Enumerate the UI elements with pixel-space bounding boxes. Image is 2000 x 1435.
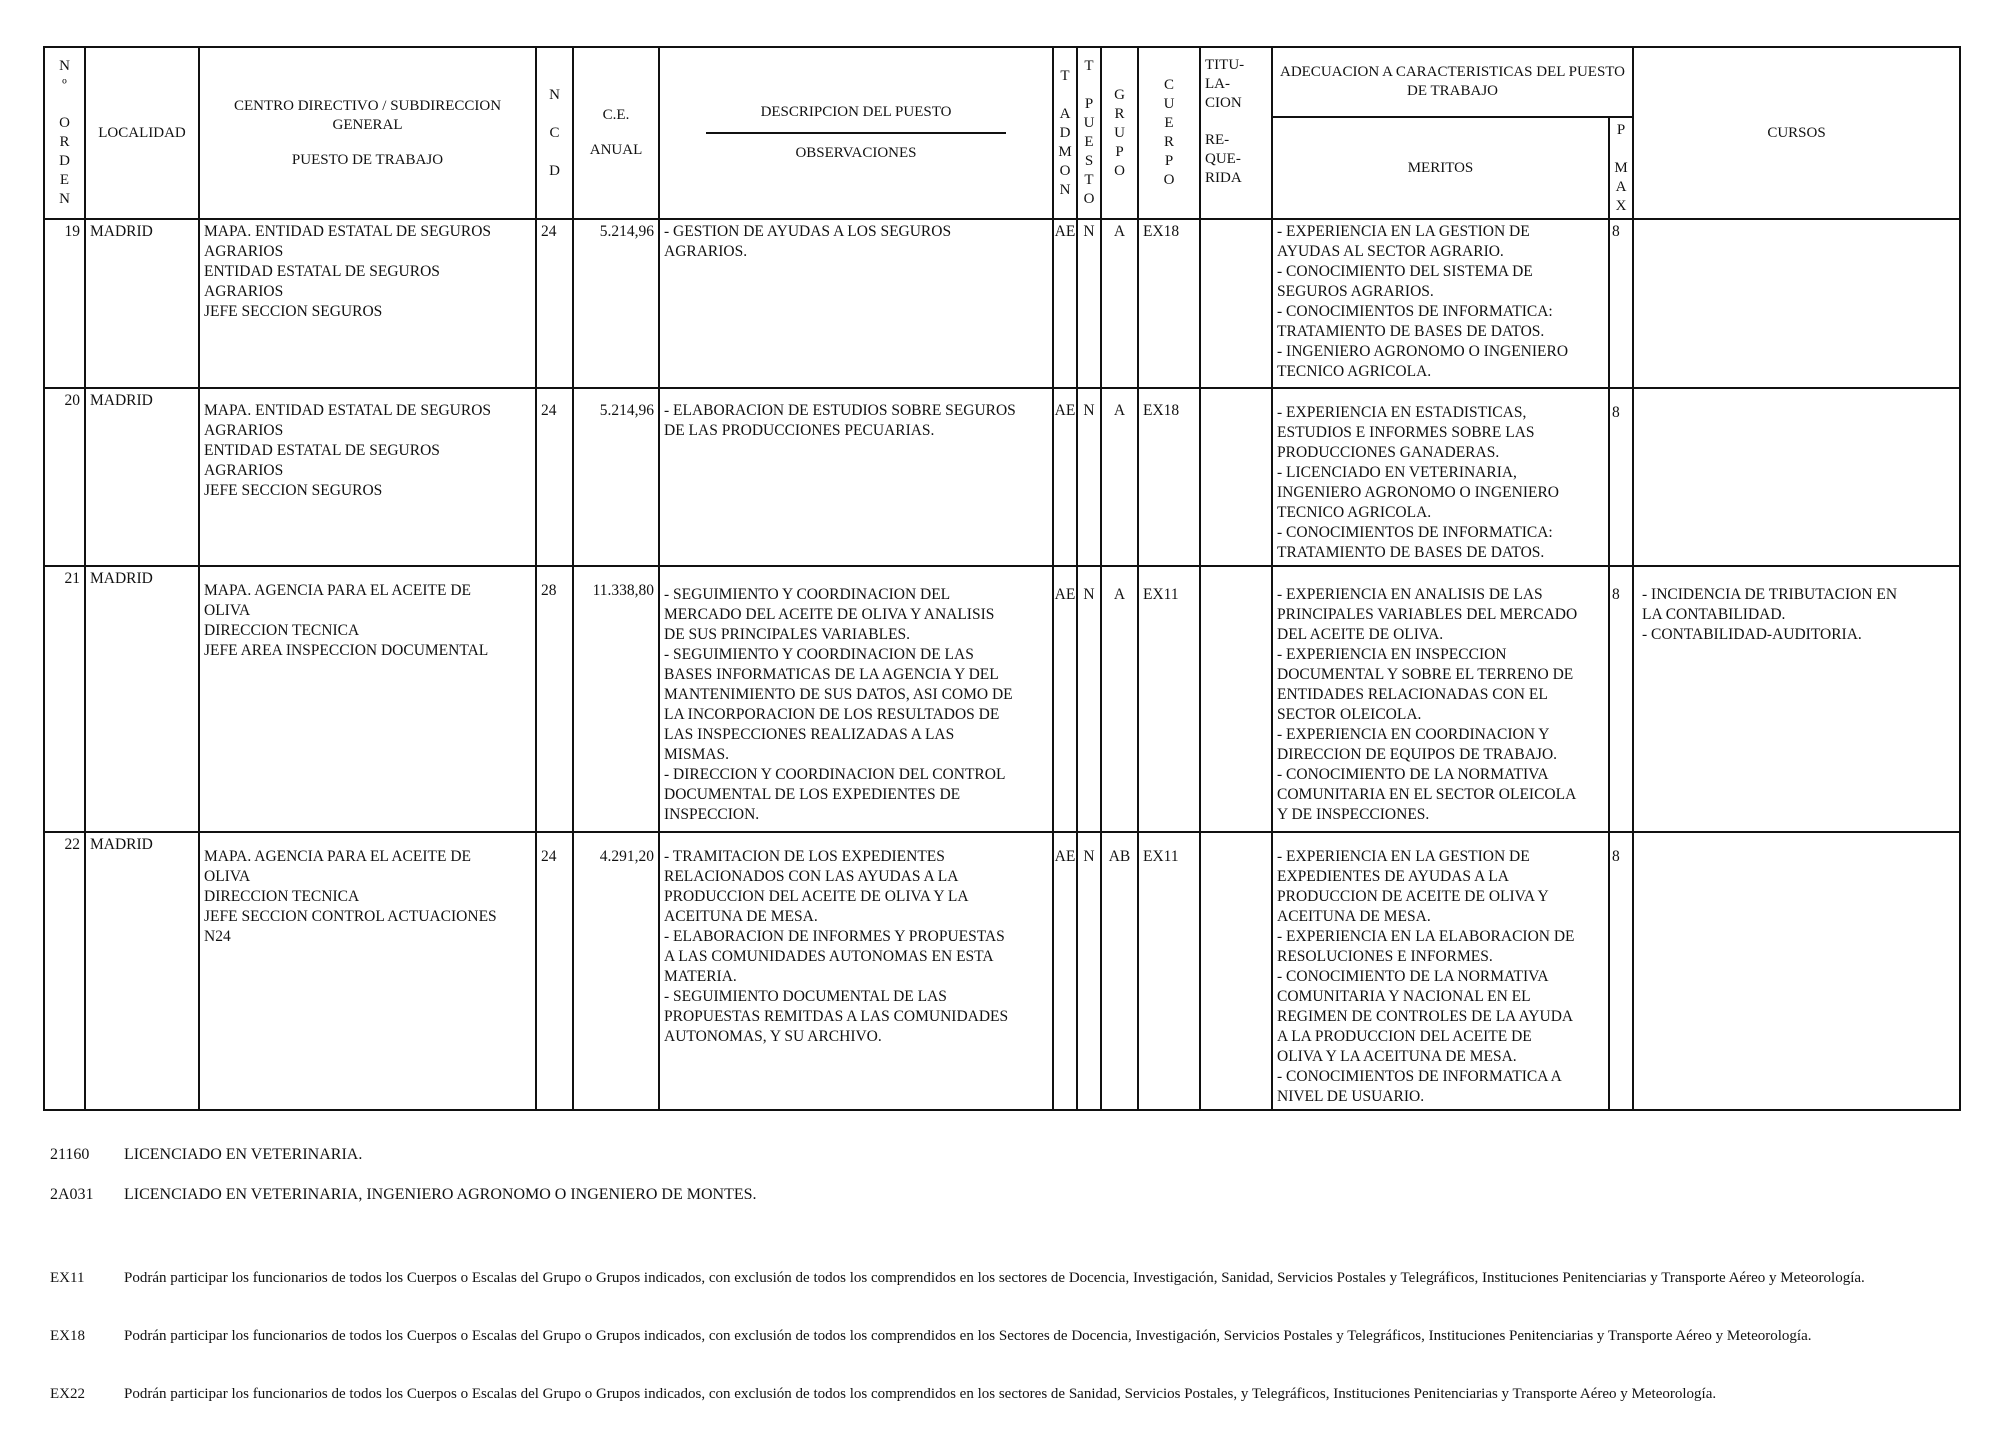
row-grupo: A [1101,388,1138,566]
row-meritos: - EXPERIENCIA EN LA GESTION DE AYUDAS AL SECTOR AGRARIO. - CONOCIMIENTO DEL SISTEMA DE SEGUROS AGRARIOS. - CONOCIMIENTOS DE INFORMATICA: TRATAMIENTO DE BASES DE DATOS. - INGENIERO AGRONOMO O INGENIERO TECNICO AGRICOLA. [1272,219,1609,388]
row-centro: MAPA. ENTIDAD ESTATAL DE SEGUROS AGRARIOS ENTIDAD ESTATAL DE SEGUROS AGRARIOS JEFE SECCION SEGUROS [199,219,536,388]
header-cursos: CURSOS [1633,47,1960,219]
header-localidad: LOCALIDAD [85,47,199,219]
row-cursos [1633,832,1960,1110]
row-ce: 11.338,80 [573,566,659,832]
row-descripcion: - GESTION DE AYUDAS A LOS SEGUROS AGRARIOS. [659,219,1053,388]
row-pmax: 8 [1609,219,1633,388]
row-titulacion [1200,832,1272,1110]
row-meritos: - EXPERIENCIA EN LA GESTION DE EXPEDIENTES DE AYUDAS A LA PRODUCCION DE ACEITE DE OLIVA Y ACEITUNA DE MESA. - EXPERIENCIA EN LA ELABORACION DE RESOLUCIONES E INFORMES. - CONOCIMIENTO DE LA NORMATIVA COMUNITARIA Y NACIONAL EN EL REGIMEN DE CONTROLES DE LA AYUDA A LA PRODUCCION DEL ACEITE DE OLIVA Y LA ACEITUNA DE MESA. - CONOCIMIENTOS DE INFORMATICA A NIVEL DE USUARIO. [1272,832,1609,1110]
job-positions-table [43,46,1961,1111]
row-cursos [1633,219,1960,388]
row-centro: MAPA. ENTIDAD ESTATAL DE SEGUROS AGRARIOS ENTIDAD ESTATAL DE SEGUROS AGRARIOS JEFE SECCION SEGUROS [199,388,536,566]
row-orden: 22 [44,832,85,1110]
row-tadmon: AE [1053,832,1077,1110]
header-meritos: MERITOS [1272,117,1609,219]
row-orden: 21 [44,566,85,832]
table-row [44,219,1960,388]
footnote-text: LICENCIADO EN VETERINARIA, INGENIERO AGRONOMO O INGENIERO DE MONTES. [124,1186,757,1203]
row-tadmon: AE [1053,388,1077,566]
row-cursos: - INCIDENCIA DE TRIBUTACION EN LA CONTABILIDAD. - CONTABILIDAD-AUDITORIA. [1633,566,1960,832]
row-cuerpo: EX18 [1138,388,1200,566]
header-ce-anual: C.E. ANUAL [573,47,659,219]
row-cuerpo: EX18 [1138,219,1200,388]
row-orden: 20 [44,388,85,566]
row-ce: 5.214,96 [573,219,659,388]
row-localidad: MADRID [85,219,199,388]
row-tadmon: AE [1053,566,1077,832]
header-divider [706,132,1006,134]
header-ncd: N C D [536,47,573,219]
row-localidad: MADRID [85,566,199,832]
header-descripcion: DESCRIPCION DEL PUESTO OBSERVACIONES [659,47,1053,219]
footnote-code: EX11 [50,1270,85,1286]
row-cuerpo: EX11 [1138,566,1200,832]
row-tpuesto: N [1077,566,1101,832]
row-titulacion [1200,566,1272,832]
footnote-text: LICENCIADO EN VETERINARIA. [124,1146,363,1163]
header-adecuacion: ADECUACION A CARACTERISTICAS DEL PUESTO DE TRABAJO [1272,47,1633,117]
row-localidad: MADRID [85,832,199,1110]
row-tpuesto: N [1077,219,1101,388]
row-tpuesto: N [1077,832,1101,1110]
footnote-code: EX22 [50,1386,85,1402]
footnote-text: Podrán participar los funcionarios de todos los Cuerpos o Escalas del Grupo o Grupos indicados, con exclusión de todos los comprendidos en los sectores de Docencia, Investigación, Sanidad, Servicios Postales y Telegráficos, Instituciones Penitenciarias y Transporte Aéreo y Meteorología. [124,1270,1865,1286]
row-localidad: MADRID [85,388,199,566]
footnote-code: 2A031 [50,1186,94,1203]
row-grupo: AB [1101,832,1138,1110]
row-ce: 4.291,20 [573,832,659,1110]
row-titulacion [1200,219,1272,388]
header-orden: N º O R D E N [44,47,85,219]
header-grupo: G R U P O [1101,47,1138,219]
row-descripcion: - TRAMITACION DE LOS EXPEDIENTES RELACIONADOS CON LAS AYUDAS A LA PRODUCCION DEL ACEITE DE OLIVA Y LA ACEITUNA DE MESA. - ELABORACION DE INFORMES Y PROPUESTAS A LAS COMUNIDADES AUTONOMAS EN ESTA MATERIA. - SEGUIMIENTO DOCUMENTAL DE LAS PROPUESTAS REMITDAS A LAS COMUNIDADES AUTONOMAS, Y SU ARCHIVO. [659,832,1053,1110]
row-descripcion: - SEGUIMIENTO Y COORDINACION DEL MERCADO DEL ACEITE DE OLIVA Y ANALISIS DE SUS PRINCIPALES VARIABLES. - SEGUIMIENTO Y COORDINACION DE LAS BASES INFORMATICAS DE LA AGENCIA Y DEL MANTENIMIENTO DE SUS DATOS, ASI COMO DE LA INCORPORACION DE LOS RESULTADOS DE LAS INSPECCIONES REALIZADAS A LAS MISMAS. - DIRECCION Y COORDINACION DEL CONTROL DOCUMENTAL DE LOS EXPEDIENTES DE INSPECCION. [659,566,1053,832]
header-pmax: P M A X [1609,117,1633,219]
header-cuerpo: C U E R P O [1138,47,1200,219]
header-tadmon: T A D M O N [1053,47,1077,219]
footnote-text: Podrán participar los funcionarios de todos los Cuerpos o Escalas del Grupo o Grupos indicados, con exclusión de todos los comprendidos en los Sectores de Docencia, Investigación, Servicios Postales y Telegráficos, Instituciones Penitenciarias y Transporte Aéreo y Meteorología. [124,1328,1812,1344]
row-pmax: 8 [1609,388,1633,566]
row-pmax: 8 [1609,566,1633,832]
header-titulacion: TITU- LA- CION RE- QUE- RIDA [1200,47,1272,219]
table-row [44,566,1960,832]
row-ce: 5.214,96 [573,388,659,566]
row-tadmon: AE [1053,219,1077,388]
footnote-text: Podrán participar los funcionarios de todos los Cuerpos o Escalas del Grupo o Grupos indicados, con exclusión de todos los comprendidos en los sectores de Sanidad, Servicios Postales, y Telegráficos, Instituciones Penitenciarias y Transporte Aéreo y Meteorología. [124,1386,1717,1402]
row-descripcion: - ELABORACION DE ESTUDIOS SOBRE SEGUROS DE LAS PRODUCCIONES PECUARIAS. [659,388,1053,566]
footnote-code: 21160 [50,1146,90,1163]
table-row [44,388,1960,566]
row-orden: 19 [44,219,85,388]
row-tpuesto: N [1077,388,1101,566]
row-grupo: A [1101,219,1138,388]
row-centro: MAPA. AGENCIA PARA EL ACEITE DE OLIVA DIRECCION TECNICA JEFE SECCION CONTROL ACTUACIONES N24 [199,832,536,1110]
row-ncd: 28 [536,566,573,832]
row-meritos: - EXPERIENCIA EN ANALISIS DE LAS PRINCIPALES VARIABLES DEL MERCADO DEL ACEITE DE OLIVA. - EXPERIENCIA EN INSPECCION DOCUMENTAL Y SOBRE EL TERRENO DE ENTIDADES RELACIONADAS CON EL SECTOR OLEICOLA. - EXPERIENCIA EN COORDINACION Y DIRECCION DE EQUIPOS DE TRABAJO. - CONOCIMIENTO DE LA NORMATIVA COMUNITARIA EN EL SECTOR OLEICOLA Y DE INSPECCIONES. [1272,566,1609,832]
row-meritos: - EXPERIENCIA EN ESTADISTICAS, ESTUDIOS E INFORMES SOBRE LAS PRODUCCIONES GANADERAS. - LICENCIADO EN VETERINARIA, INGENIERO AGRONOMO O INGENIERO TECNICO AGRICOLA. - CONOCIMIENTOS DE INFORMATICA: TRATAMIENTO DE BASES DE DATOS. [1272,388,1609,566]
row-ncd: 24 [536,388,573,566]
row-cuerpo: EX11 [1138,832,1200,1110]
row-pmax: 8 [1609,832,1633,1110]
row-cursos [1633,388,1960,566]
table-row [44,832,1960,1110]
header-tpuesto: T P U E S T O [1077,47,1101,219]
row-centro: MAPA. AGENCIA PARA EL ACEITE DE OLIVA DIRECCION TECNICA JEFE AREA INSPECCION DOCUMENTAL [199,566,536,832]
row-grupo: A [1101,566,1138,832]
footnote-code: EX18 [50,1328,85,1344]
row-ncd: 24 [536,219,573,388]
row-titulacion [1200,388,1272,566]
header-centro: CENTRO DIRECTIVO / SUBDIRECCION GENERAL PUESTO DE TRABAJO [199,47,536,219]
row-ncd: 24 [536,832,573,1110]
